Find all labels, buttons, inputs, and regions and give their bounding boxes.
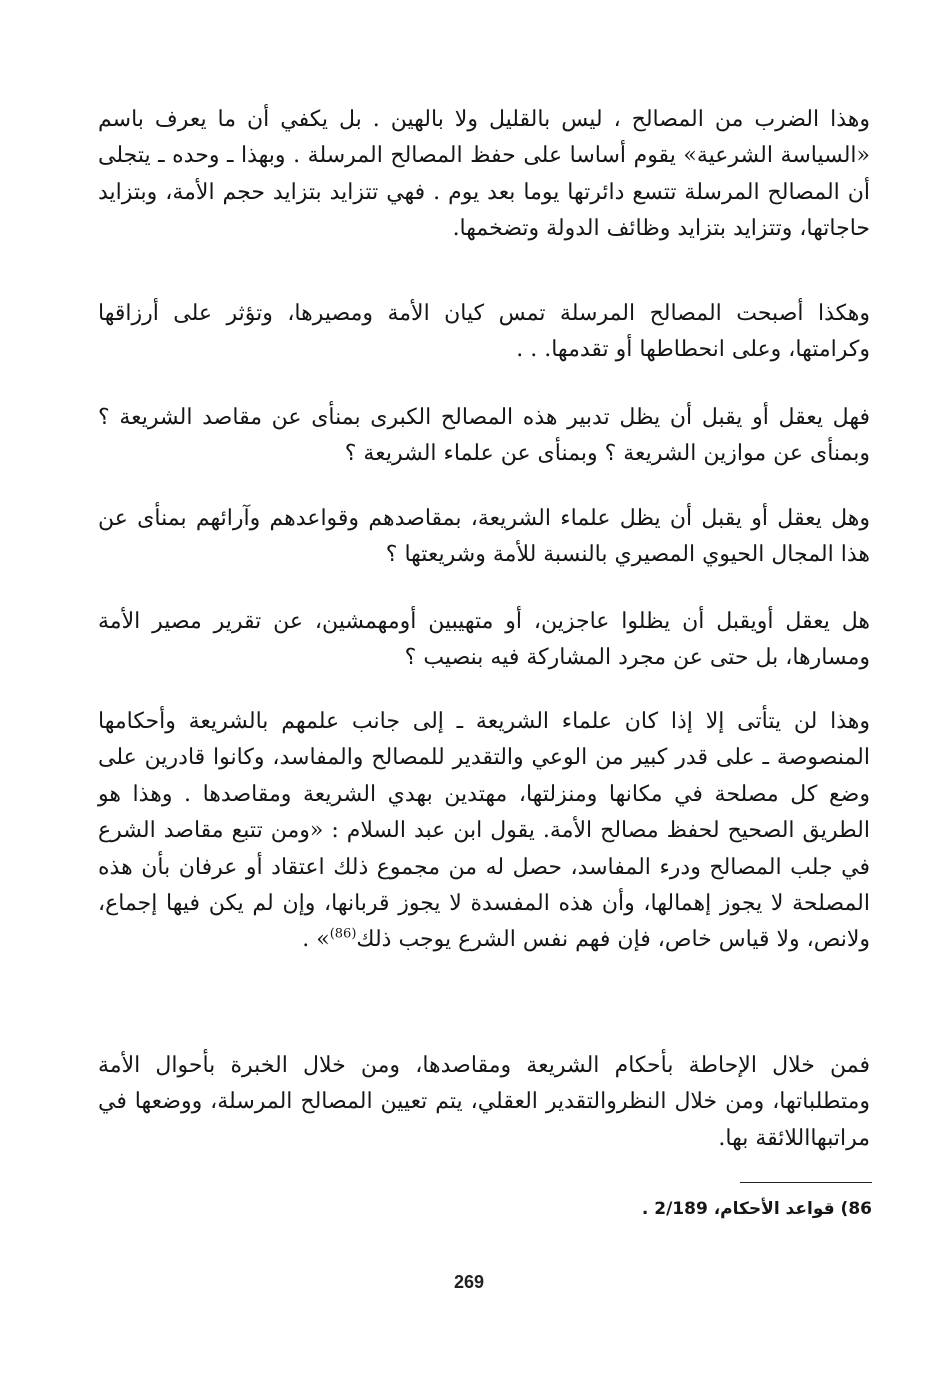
quote-closing: » . <box>302 927 330 953</box>
footnote-marker: 86) <box>840 1199 872 1219</box>
quote-paragraph-text: وهذا لن يتأتى إلا إذا كان علماء الشريعة ـ إلى جانب علمهم بالشريعة وأحكامها المنصوصة ـ على قدر كبير من الوعي والتقدير للمصالح والمفاسد، وكانوا قادرين على وضع كل مصلحة في مكانها ومنزلتها، مهتدين بهدي الشريعة ومقاصدها . وهذا هو الطريق الصحيح لحفظ مصالح الأمة. يقول ابن عبد السلام : «ومن تتبع مقاصد الشرع في جلب المصالح ودرء المفاسد، حصل له من مجموع ذلك اعتقاد أو عرفان بأن هذه المصلحة لا يجوز إهمالها، وأن هذه المفسدة لا يجوز قربانها، وإن لم يكن فيها إجماع، ولانص، ولا قياس خاص، فإن فهم نفس الشرع يوجب ذلك <box>98 709 870 953</box>
paragraph-with-quote <box>98 704 870 959</box>
paragraph: وهل يعقل أو يقبل أن يظل علماء الشريعة، بمقاصدهم وقواعدهم وآرائهم بمنأى عن هذا المجال الحيوي المصيري بالنسبة للأمة وشريعتها ؟ <box>98 506 870 568</box>
footnote <box>642 1194 872 1224</box>
page-number: 269 <box>453 1272 485 1292</box>
paragraph: هل يعقل أويقبل أن يظلوا عاجزين، أو متهيبين أومهمشين، عن تقرير مصير الأمة ومسارها، بل حتى عن مجرد المشاركة فيه بنصيب ؟ <box>98 609 870 671</box>
paragraph: فهل يعقل أو يقبل أن يظل تدبير هذه المصالح الكبرى بمنأى عن مقاصد الشريعة ؟ وبمنأى عن موازين الشريعة ؟ وبمنأى عن علماء الشريعة ؟ <box>98 405 870 467</box>
paragraph: وهكذا أصبحت المصالح المرسلة تمس كيان الأمة ومصيرها، وتؤثر على أرزاقها وكرامتها، وعلى انحطاطها أو تقدمها. . . <box>98 301 870 363</box>
footnote-source: قواعد الأحكام، <box>713 1199 835 1219</box>
paragraph: وهذا الضرب من المصالح ، ليس بالقليل ولا بالهين . بل يكفي أن ما يعرف باسم «السياسة الشرعية» يقوم أساسا على حفظ المصالح المرسلة . وبهذا ـ وحده ـ يتجلى أن المصالح المرسلة تتسع دائرتها يوما بعد يوم . فهي تتزايد بتزايد حجم الأمة، وبتزايد حاجاتها، وتتزايد بتزايد وظائف الدولة وتضخمها. <box>98 107 870 242</box>
footnote-reference: 2/189 . <box>641 1199 708 1219</box>
footnote-divider <box>740 1182 872 1183</box>
citation-marker: (86) <box>329 927 357 943</box>
paragraph: فمن خلال الإحاطة بأحكام الشريعة ومقاصدها، ومن خلال الخبرة بأحوال الأمة ومتطلباتها، ومن خلال النظروالتقدير العقلي، يتم تعيين المصالح المرسلة، ووضعها في مراتبهااللائقة بها. <box>98 1053 870 1151</box>
